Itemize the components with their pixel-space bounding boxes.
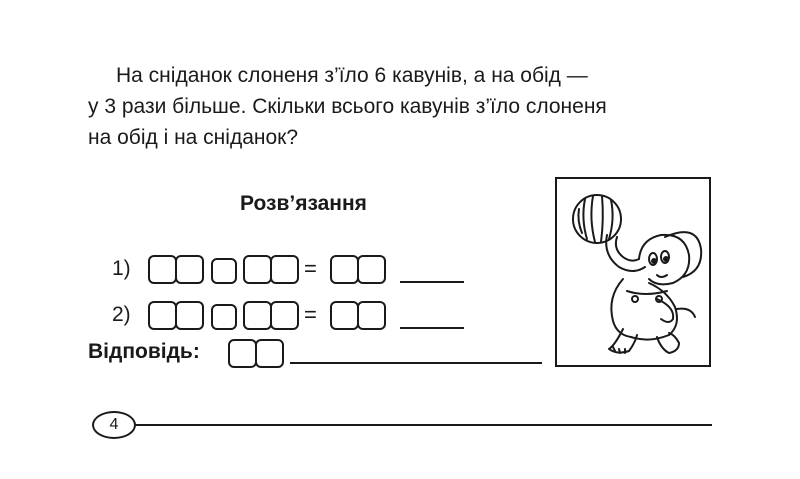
digit-box[interactable] [175, 255, 204, 284]
unit-answer-line[interactable] [400, 281, 464, 283]
digit-box[interactable] [243, 255, 272, 284]
digit-box[interactable] [270, 255, 299, 284]
digit-box[interactable] [270, 301, 299, 330]
unit-answer-line[interactable] [400, 327, 464, 329]
digit-box[interactable] [357, 255, 386, 284]
solution-step-2 [0, 301, 480, 331]
page-number: 4 [92, 411, 136, 439]
digit-box[interactable] [357, 301, 386, 330]
problem-line-3: на обід і на сніданок? [88, 126, 299, 149]
answer-text-line[interactable] [290, 362, 542, 364]
footer-divider [134, 424, 712, 426]
operator-box[interactable] [211, 258, 237, 284]
digit-box[interactable] [330, 301, 359, 330]
operator-box[interactable] [211, 304, 237, 330]
elephant-with-watermelon-icon [557, 179, 709, 365]
digit-box[interactable] [175, 301, 204, 330]
digit-box[interactable] [148, 301, 177, 330]
step-2-label: 2) [112, 303, 131, 326]
digit-box[interactable] [148, 255, 177, 284]
problem-text [88, 60, 728, 153]
problem-line-2: у 3 рази більше. Скільки всього кавунів з’їло слоненя [88, 95, 607, 118]
equals-sign: = [304, 302, 317, 327]
step-1-label: 1) [112, 257, 131, 280]
problem-line-1: На сніданок слоненя з’їло 6 кавунів, а на обід — [116, 64, 588, 87]
answer-digit-box[interactable] [255, 339, 284, 368]
solution-title: Розв’язання [240, 192, 367, 215]
answer-label: Відповідь: [88, 340, 200, 363]
equals-sign: = [304, 256, 317, 281]
digit-box[interactable] [330, 255, 359, 284]
illustration-frame [555, 177, 711, 367]
solution-step-1 [0, 255, 480, 285]
answer-digit-box[interactable] [228, 339, 257, 368]
digit-box[interactable] [243, 301, 272, 330]
